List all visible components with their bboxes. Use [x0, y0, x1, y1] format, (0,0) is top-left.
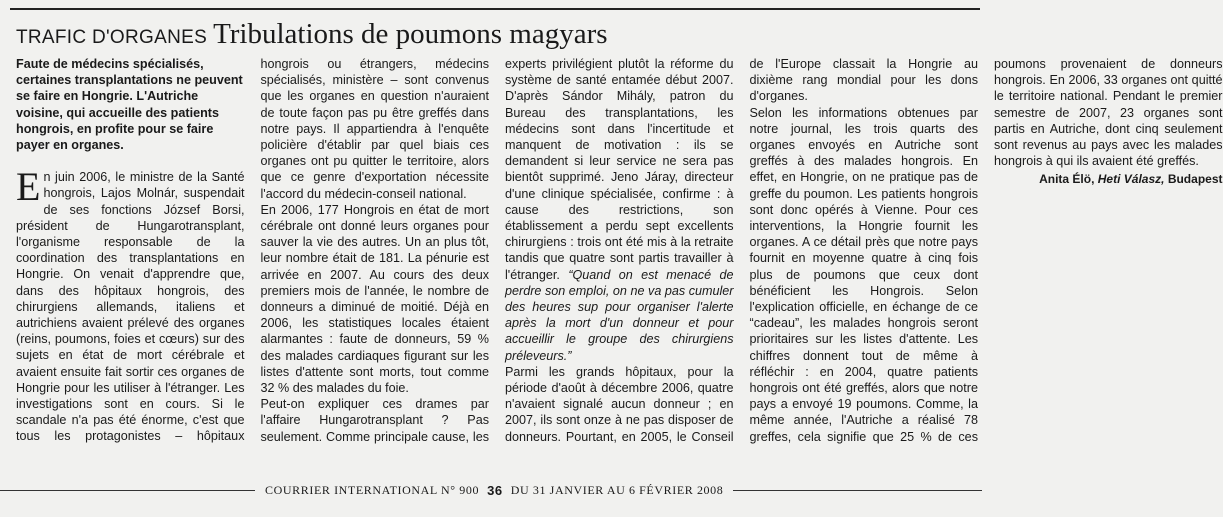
- footer-rule-left: [0, 490, 255, 491]
- rubric: TRAFIC D'ORGANES: [16, 27, 208, 48]
- chapo: Faute de médecins spécialisés, certaines transplantations ne peuvent se faire en Hongrie. L'Autriche voisine, qui accueille des patients hongrois, en profite pour se faire payer en organes.: [16, 57, 243, 153]
- page-footer: [0, 478, 992, 502]
- footer-rule-right: [733, 490, 982, 491]
- quote: “Quand on est menacé de perdre son emploi, on ne va pas cumuler des heures sup pour organiser l'alerte après la mort d'un donneur et pour accueillir le groupe des chirurgiens préleveurs.”: [505, 267, 734, 363]
- footer-publication: COURRIER INTERNATIONAL N° 900: [265, 482, 480, 497]
- paragraph-3-text: Peut-on expliquer ces drames par l'affaire Hungarotransplant ? Pas seulement. Comme principale cause, les experts privilégient plutôt la réforme du système de santé entamée début 2007. D'après Sándor Mihály, patron du Bureau des transplantations, les médecins sont dans l'incertitude et manquent de motivation : ils se demandent si leur service ne sera pas bientôt supprimé. Jeno Járay, directeur d'une clinique spécialisée, confirme : à cause des restrictions, son établissement a perdu sept excellents chirurgiens : trois ont été mis à la retraite tandis que quatre sont partis travailler à l'étranger.: [260, 57, 734, 444]
- signature: [994, 171, 1223, 187]
- headline: [16, 16, 980, 52]
- paragraph-2: En 2006, 177 Hongrois en état de mort cérébrale ont donné leurs organes pour sauver la vie des autres. Un an plus tôt, leur nombre était de 181. La pénurie est arrivée en 2007. Au cours des deux premiers mois de l'année, le nombre de donneurs a diminué de moitié. Déjà en 2006, les statistiques locales étaient alarmantes : faute de donneurs, 59 % des malades cardiaques figurant sur les listes d'attente sont morts, tout comme 32 % des malades du foie.: [260, 202, 489, 396]
- article-title: Tribulations de poumons magyars: [213, 18, 608, 50]
- footer-dates: DU 31 JANVIER AU 6 FÉVRIER 2008: [510, 482, 724, 497]
- article: [10, 8, 1223, 462]
- drop-cap: E: [16, 164, 41, 210]
- paragraph-1-text: n juin 2006, le ministre de la Santé hongrois, Lajos Molnár, suspendait de ses fonctions József Borsi, président de Hungarotransplant, l'organisme responsable de la coordination des transplantations en Hongrie. On venait d'apprendre que, dans des hôpitaux hongrois, des chirurgiens allemands, italiens et autrichiens avaient prélevé des organes (reins, poumons, foies et cœurs) sur des sujets en état de mort cérébrale et avaient ensuite fait sortir ces organes de Hongrie pour les utiliser à l'étranger. Les investigations sont en cours. Si le scandale n'a pas été énorme, c'est que tous les protagonistes – hôpitaux hongrois ou étrangers, médecins spécialisés, ministère – sont convenus que les organes en question n'auraient de toute façon pas pu être greffés dans notre pays. Il appartiendra à l'enquête policière d'établir par quel biais ces organes ont pu quitter le territoire, alors que ce genre d'exportation nécessite l'accord du médecin-conseil national.: [16, 57, 489, 444]
- article-body: [16, 56, 1223, 458]
- paragraph-5: Selon les informations obtenues par notre journal, les trois quarts des organes envoyés en Autriche sont greffés à des malades hongrois. En effet, en Hongrie, on ne pratique pas de greffe du poumon. Les patients hongrois sont donc opérés à Vienne. Pour ces interventions, la Hongrie fournit les organes. A ce détail près que notre pays fournit en moyenne quatre à cinq fois plus de poumons que ceux dont bénéficient les Hongrois. Selon l'explication officielle, en échange de ce “cadeau”, les malades hongrois seront prioritaires sur les listes d'attente. Les chiffres donnent tout de même à réfléchir : en 2004, quatre patients hongrois ont été greffés, alors que notre pays a envoyé 19 poumons. Comme, la même année, l'Autriche a réalisé 78 greffes, cela signifie que 25 % de ces poumons provenaient de donneurs hongrois. En 2006, 33 organes ont quitté le territoire national. Pendant le premier semestre de 2007, 23 organes sont partis en Autriche, dont cinq seulement sont revenus au pays avec les malades hongrois à qui ils avaient été greffés.: [749, 57, 1223, 444]
- page-number: 36: [487, 482, 503, 498]
- signature-publication: Heti Válasz,: [1097, 172, 1165, 187]
- paragraph-4: Parmi les grands hôpitaux, pour la période d'août à décembre 2006, quatre n'avaient signalé aucun donneur ; en 2007, ils sont onze à ne pas disposer de donneurs. Pourtant, en 2005, le Conseil de l'Europe classait la Hongrie au dixième rang mondial pour les dons d'organes.: [505, 57, 978, 444]
- signature-city: Budapest: [1167, 172, 1223, 187]
- signature-author: Anita Élö,: [1039, 172, 1095, 187]
